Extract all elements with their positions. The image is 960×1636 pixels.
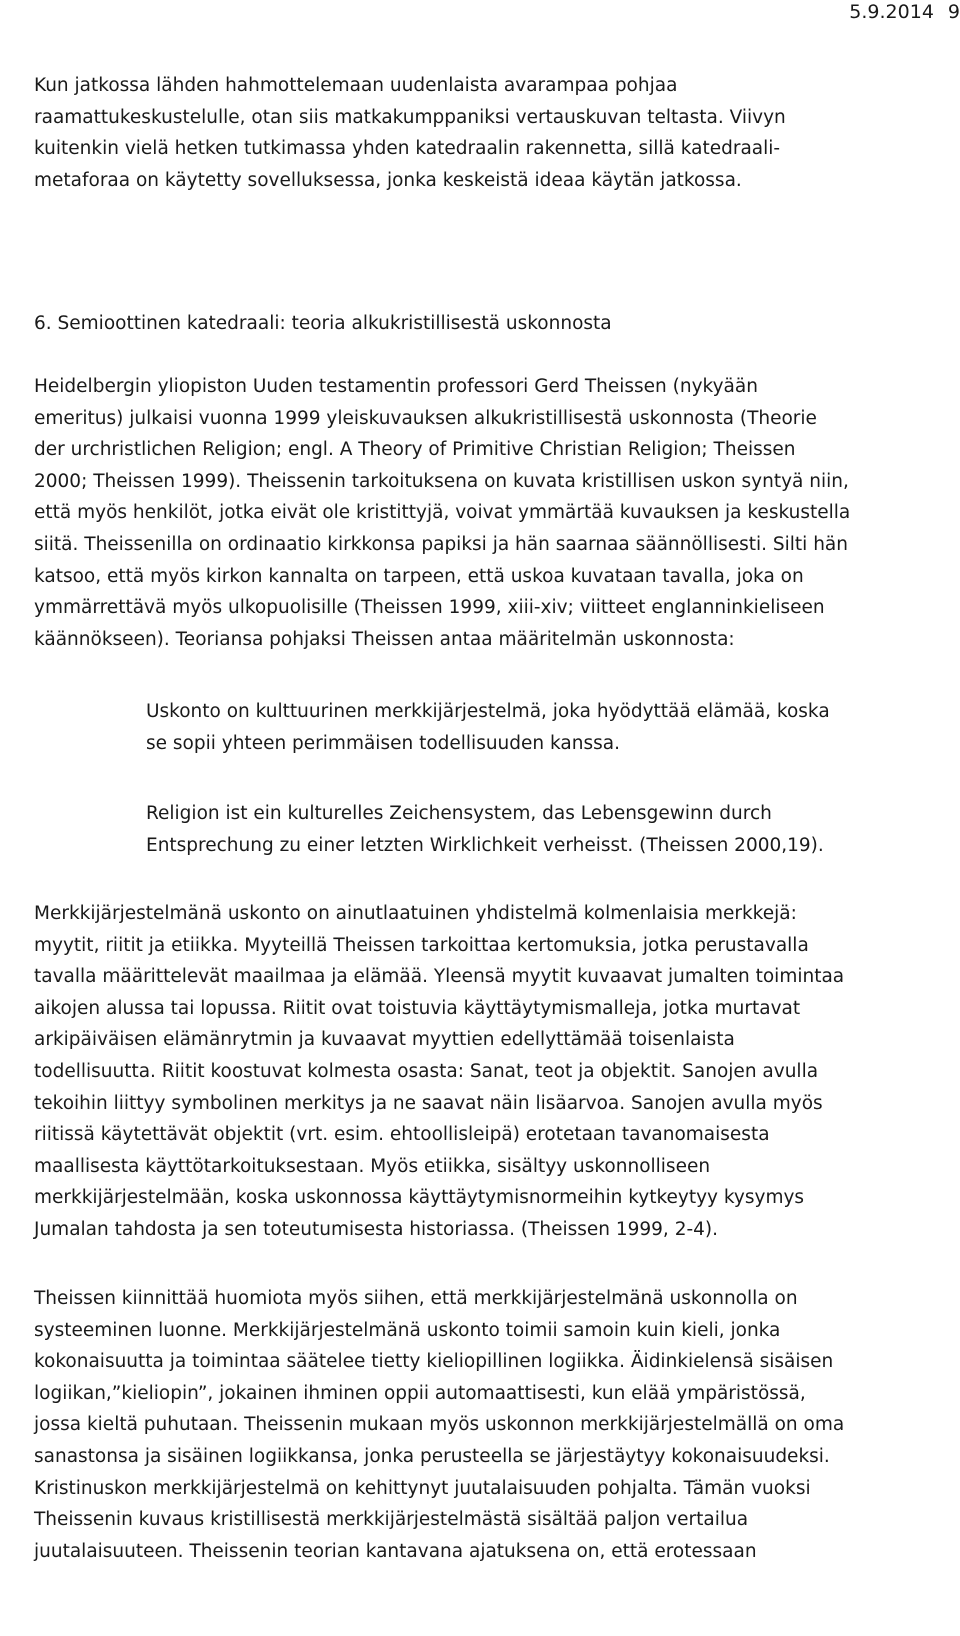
text-line: todellisuutta. Riitit koostuvat kolmesta osasta: Sanat, teot ja objektit. Sanojen avulla: [34, 1060, 819, 1082]
page-header: [835, 0, 960, 24]
text-line: logiikan,”kieliopin”, jokainen ihminen oppii automaattisesti, kun elää ympäristössä,: [34, 1382, 806, 1404]
text-line: Kristinuskon merkkijärjestelmä on kehittynyt juutalaisuuden pohjalta. Tämän vuoksi: [34, 1477, 811, 1499]
text-line: Religion ist ein kulturelles Zeichensystem, das Lebensgewinn durch: [146, 803, 772, 824]
quote-german: [146, 798, 926, 861]
text-line: emeritus) julkaisi vuonna 1999 yleiskuvauksen alkukristillisestä uskonnosta (Theorie: [34, 407, 817, 429]
section-heading: 6. Semioottinen katedraali: teoria alkukristillisestä uskonnosta: [34, 313, 612, 334]
text-line: että myös henkilöt, jotka eivät ole kristittyjä, voivat ymmärtää kuvauksen ja keskustella: [34, 502, 851, 524]
paragraph-sign-system: [34, 898, 924, 1246]
text-line: 2000; Theissen 1999). Theissenin tarkoituksena on kuvata kristillisen uskon syntyä niin,: [34, 470, 849, 492]
text-line: Kun jatkossa lähden hahmottelemaan uudenlaista avarampaa pohjaa: [34, 75, 678, 96]
text-line: maallisesta käyttötarkoituksestaan. Myös etiikka, sisältyy uskonnolliseen: [34, 1155, 711, 1177]
text-line: myytit, riitit ja etiikka. Myyteillä Theissen tarkoittaa kertomuksia, jotka perustavalla: [34, 934, 809, 956]
text-line: Merkkijärjestelmänä uskonto on ainutlaatuinen yhdistelmä kolmenlaisia merkkejä:: [34, 903, 797, 924]
text-line: kuitenkin vielä hetken tutkimassa yhden katedraalin rakennetta, sillä katedraali-: [34, 138, 781, 160]
text-line: tavalla määrittelevät maailmaa ja elämää. Yleensä myytit kuvaavat jumalten toimintaa: [34, 966, 845, 988]
text-line: tekoihin liittyy symbolinen merkitys ja ne saavat näin lisäarvoa. Sanojen avulla myös: [34, 1092, 823, 1114]
text-line: katsoo, että myös kirkon kannalta on tarpeen, että uskoa kuvataan tavalla, joka on: [34, 565, 804, 587]
paragraph-systemic-nature: [34, 1283, 924, 1567]
text-line: jossa kieltä puhutaan. Theissenin mukaan myös uskonnon merkkijärjestelmällä on oma: [34, 1414, 845, 1436]
text-line: juutalaisuuteen. Theissenin teorian kantavana ajatuksena on, että erotessaan: [34, 1540, 757, 1562]
text-line: Theissen kiinnittää huomiota myös siihen, että merkkijärjestelmänä uskonnolla on: [34, 1288, 798, 1309]
text-line: arkipäiväisen elämänrytmin ja kuvaavat myyttien edellyttämää toisenlaista: [34, 1029, 735, 1051]
text-line: se sopii yhteen perimmäisen todellisuuden kanssa.: [146, 732, 620, 754]
text-line: riitissä käytettävät objektit (vrt. esim. ehtoollisleipä) erotetaan tavanomaisesta: [34, 1124, 770, 1146]
text-line: käännökseen). Teoriansa pohjaksi Theissen antaa määritelmän uskonnosta:: [34, 628, 735, 650]
text-line: der urchristlichen Religion; engl. A Theory of Primitive Christian Religion; Theissen: [34, 439, 796, 461]
text-line: merkkijärjestelmään, koska uskonnossa käyttäytymisnormeihin kytkeytyy kysymys: [34, 1187, 805, 1209]
text-line: siitä. Theissenilla on ordinaatio kirkkonsa papiksi ja hän saarnaa säännöllisesti. Silti hän: [34, 533, 848, 555]
text-line: sanastonsa ja sisäinen logiikkansa, jonka perusteella se järjestäytyy kokonaisuudeksi.: [34, 1445, 830, 1467]
text-line: Entsprechung zu einer letzten Wirklichkeit verheisst. (Theissen 2000,19).: [146, 834, 824, 856]
text-line: raamattukeskustelulle, otan siis matkakumppaniksi vertauskuvan teltasta. Viivyn: [34, 106, 786, 128]
header-date: 5.9.2014: [849, 1, 934, 23]
page-number: 9: [947, 1, 960, 23]
text-line: ymmärrettävä myös ulkopuolisille (Theissen 1999, xiii-xiv; viitteet englanninkieliseen: [34, 597, 825, 619]
text-line: Uskonto on kulttuurinen merkkijärjestelmä, joka hyödyttää elämää, koska: [146, 701, 830, 722]
quote-finnish: [146, 696, 926, 759]
text-line: systeeminen luonne. Merkkijärjestelmänä uskonto toimii samoin kuin kieli, jonka: [34, 1319, 781, 1341]
text-line: kokonaisuutta ja toimintaa säätelee tietty kieliopillinen logiikka. Äidinkielensä sisäisen: [34, 1351, 834, 1373]
text-line: Heidelbergin yliopiston Uuden testamentin professori Gerd Theissen (nykyään: [34, 376, 758, 397]
text-line: metaforaa on käytetty sovelluksessa, jonka keskeistä ideaa käytän jatkossa.: [34, 169, 742, 191]
text-line: Theissenin kuvaus kristillisestä merkkijärjestelmästä sisältää paljon vertailua: [34, 1509, 749, 1531]
paragraph-theissen-intro: [34, 371, 924, 655]
intro-paragraph: [34, 70, 924, 196]
text-line: aikojen alussa tai lopussa. Riitit ovat toistuvia käyttäytymismalleja, jotka murtavat: [34, 997, 801, 1019]
text-line: Jumalan tahdosta ja sen toteutumisesta historiassa. (Theissen 1999, 2-4).: [34, 1218, 719, 1240]
